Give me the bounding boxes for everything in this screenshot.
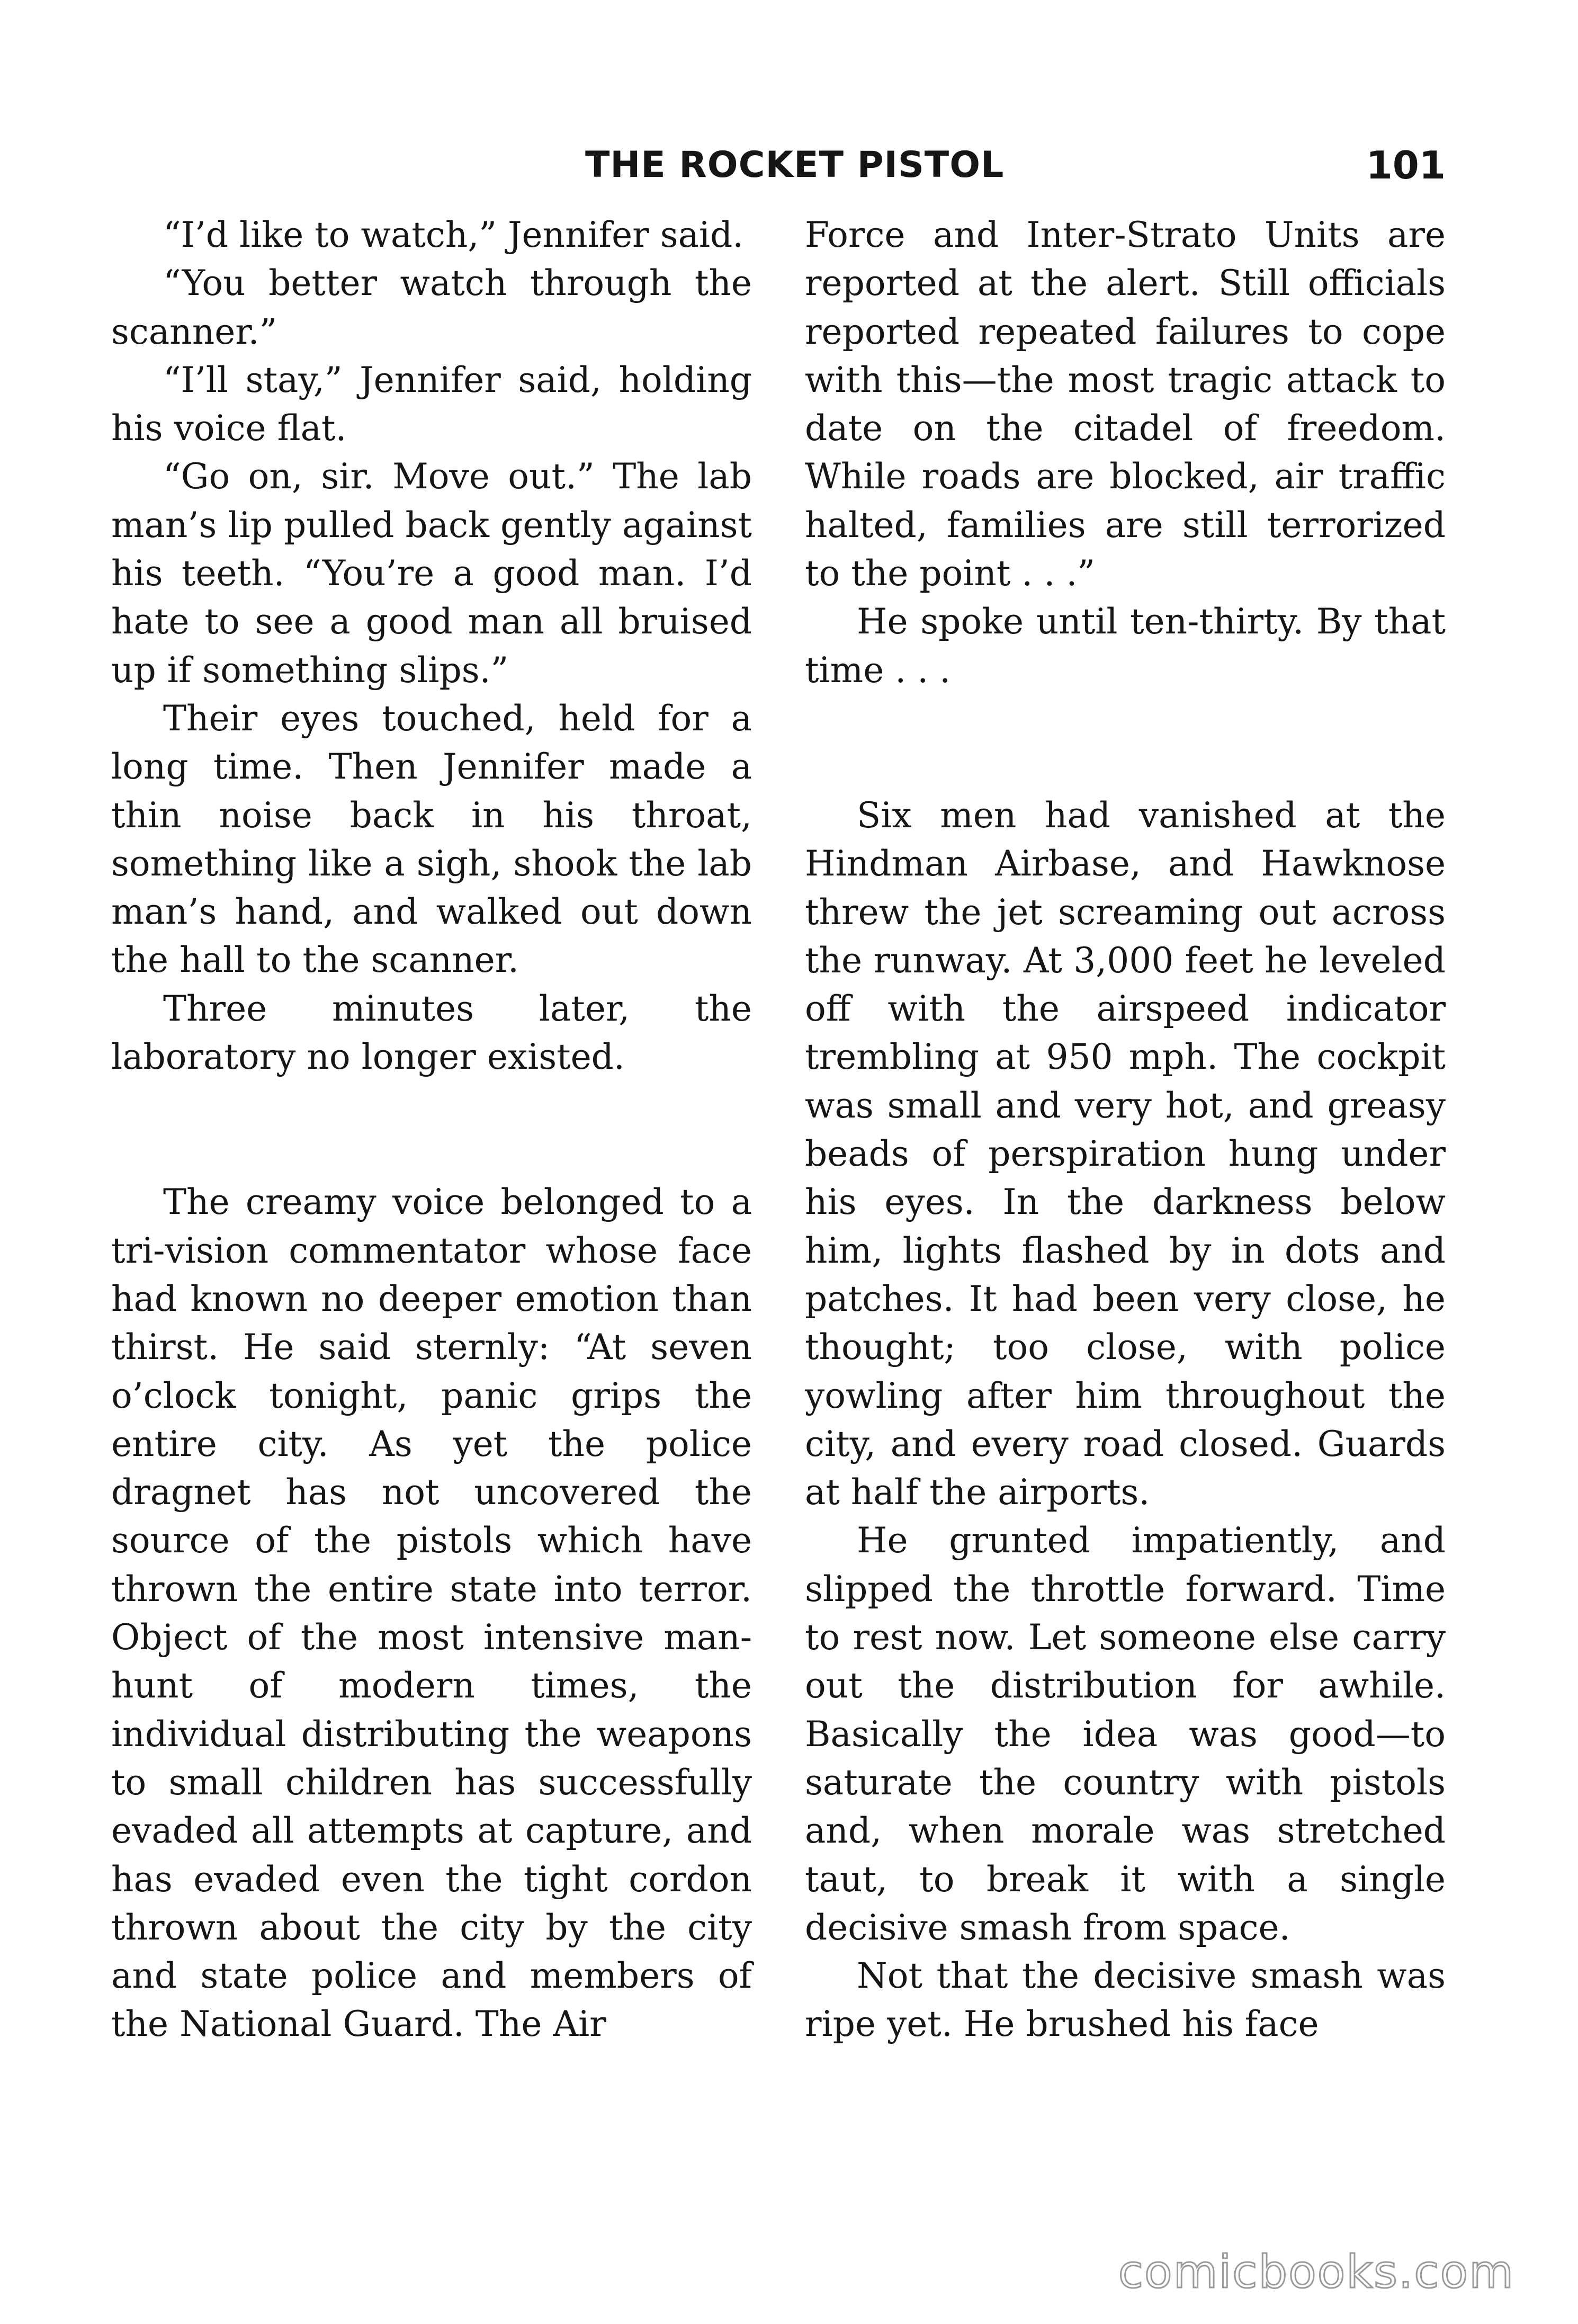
watermark: comicbooks.com (1118, 2246, 1514, 2299)
paragraph: “I’d like to watch,” Jennifer said. (163, 214, 744, 255)
paragraph: Their eyes touched, held for a long time. Then Jennifer made a thin noise back in his throat, something like a sigh, shook the lab man’s hand, and walked out down the hall to the scanner. (111, 698, 752, 981)
paragraph: The creamy voice belonged to a tri-vision commentator whose face had known no deeper emotion than thirst. He said sternly: “At seven o’clock tonight, panic grips the entire city. As yet the police dragnet has not uncovered the source of the pistols which have thrown the entire state into terror. Object of the most intensive man-hunt of modern times, the individual distributing the weapons to small children has successfully evaded all attempts at capture, and has evaded even the tight cordon thrown about the city by the city and state police and members of the National Guard. The Air (111, 1182, 752, 2045)
left-column (111, 211, 752, 2049)
paragraph: Force and Inter-Strato Units are reported at the alert. Still officials reported repeated failures to cope with this—the most tragic attack to date on the citadel of freedom. While roads are blocked, air traffic halted, families are still terrorized to the point . . .” (805, 214, 1446, 594)
paragraph: “I’ll stay,” Jennifer said, holding his voice flat. (111, 359, 752, 449)
paragraph: Three minutes later, the laboratory no longer existed. (111, 988, 752, 1078)
paragraph: Not that the decisive smash was ripe yet. He brushed his face (805, 1955, 1446, 2045)
paragraph: “Go on, sir. Move out.” The lab man’s lip pulled back gently against his teeth. “You’re a good man. I’d hate to see a good man all bruised up if something slips.” (111, 456, 752, 691)
paragraph: “You better watch through the scanner.” (111, 263, 752, 352)
paragraph: Six men had vanished at the Hindman Airbase, and Hawknose threw the jet screaming out across the runway. At 3,000 feet he leveled off with the airspeed indicator trembling at 950 mph. The cockpit was small and very hot, and greasy beads of perspiration hung under his eyes. In the darkness below him, lights flashed by in dots and patches. It had been very close, he thought; too close, with police yowling after him throughout the city, and every road closed. Guards at half the airports. (805, 794, 1446, 1513)
page-number: 101 (1366, 143, 1446, 187)
page-header (111, 139, 1446, 192)
right-column (805, 211, 1446, 2049)
running-title: THE ROCKET PISTOL (585, 144, 1005, 186)
paragraph: He spoke until ten-thirty. By that time . . . (805, 601, 1446, 691)
paragraph: He grunted impatiently, and slipped the throttle forward. Time to rest now. Let someone else carry out the distribution for awhile. Basically the idea was good—to saturate the country with pistols and, when morale was stretched taut, to break it with a single decisive smash from space. (805, 1520, 1446, 1948)
